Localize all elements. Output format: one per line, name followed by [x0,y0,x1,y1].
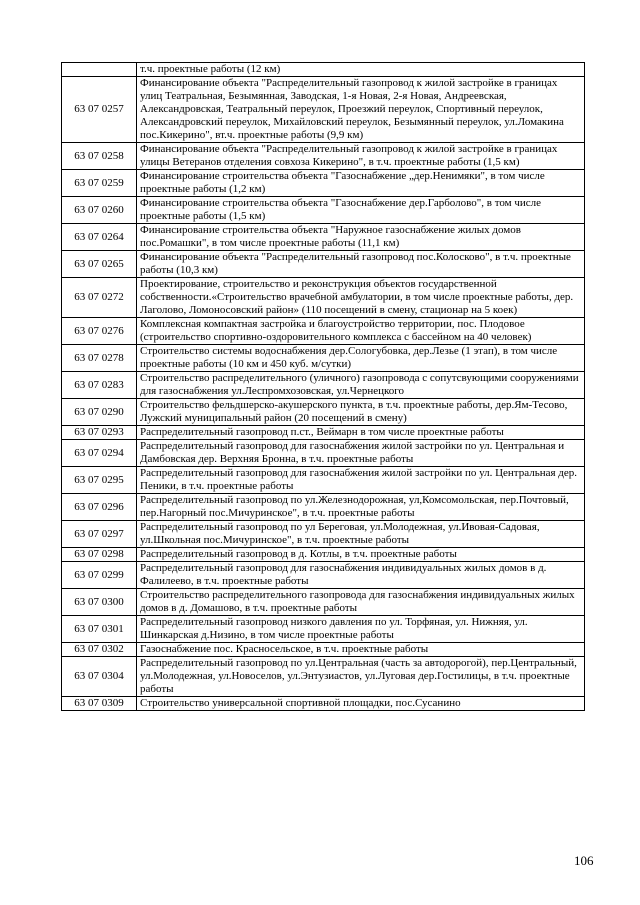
page-number: 106 [574,853,594,868]
row-description: Строительство распределительного (уличного) газопровода с сопутсвующими сооружениями для газоснабжения ул.Леспромхозовская, ул.Чернецкого [137,372,585,399]
table-row [62,197,585,224]
table-row [62,224,585,251]
row-code: 63 07 0296 [62,494,137,521]
row-code: 63 07 0290 [62,399,137,426]
row-code: 63 07 0258 [62,143,137,170]
row-description: Комплексная компактная застройка и благоустройство территории, пос. Плодовое (строительство спортивно-оздоровительного комплекса с бассейном на 40 человек) [137,318,585,345]
row-description: Строительство фельдшерско-акушерского пункта, в т.ч. проектные работы, дер.Ям-Тесово, Лужский муниципальный район (20 посещений в смену) [137,399,585,426]
row-code: 63 07 0304 [62,657,137,697]
table-row [62,143,585,170]
table-row [62,548,585,562]
row-description: Строительство системы водоснабжения дер.Сологубовка, дер.Лезье (1 этап), в том числе проектные работы (10 км и 450 куб. м/сутки) [137,345,585,372]
row-code [62,63,137,77]
table-row [62,372,585,399]
row-description: Распределительный газопровод для газоснабжения жилой застройки по ул. Центральная дер. Пеники, в т.ч. проектные работы [137,467,585,494]
row-code: 63 07 0302 [62,643,137,657]
row-code: 63 07 0259 [62,170,137,197]
table-row [62,345,585,372]
row-code: 63 07 0260 [62,197,137,224]
row-code: 63 07 0283 [62,372,137,399]
row-description: Распределительный газопровод для газоснабжения жилой застройки по ул. Центральная и Дамбовская дер. Верхняя Бронна, в т.ч. проектные работы [137,440,585,467]
row-code: 63 07 0301 [62,616,137,643]
table-row [62,440,585,467]
table-row [62,697,585,711]
row-code: 63 07 0300 [62,589,137,616]
row-description: Финансирование строительства объекта "Газоснабжение „дер.Ненимяки", в том числе проектные работы (1,2 км) [137,170,585,197]
row-code: 63 07 0297 [62,521,137,548]
table-row [62,494,585,521]
row-description: Распределительный газопровод низкого давления по ул. Торфяная, ул. Нижняя, ул. Шинкарская д.Низино, в том числе проектные работы [137,616,585,643]
row-code: 63 07 0265 [62,251,137,278]
row-description: Проектирование, строительство и реконструкция объектов государственной собственности.«Строительство врачебной амбулатории, в том числе проектные работы, дер. Лаголово, Ломоносовский район» (110 посещений в смену, стационар на 5 коек) [137,278,585,318]
row-description: Финансирование строительства объекта "Газоснабжение дер.Гарболово", в том числе проектные работы (1,5 км) [137,197,585,224]
row-code: 63 07 0295 [62,467,137,494]
row-description: Строительство распределительного газопровода для газоснабжения индивидуальных жилых домов в д. Домашово, в т.ч. проектные работы [137,589,585,616]
budget-table-body [62,63,585,711]
row-code: 63 07 0299 [62,562,137,589]
row-description: Строительство универсальной спортивной площадки, пос.Сусанино [137,697,585,711]
table-row [62,467,585,494]
table-row [62,399,585,426]
row-description: Распределительный газопровод п.ст., Веймарн в том числе проектные работы [137,426,585,440]
table-row [62,63,585,77]
row-description: Финансирование строительства объекта "Наружное газоснабжение жилых домов пос.Ромашки", в том числе проектные работы (11,1 км) [137,224,585,251]
row-description: Распределительный газопровод в д. Котлы, в т.ч. проектные работы [137,548,585,562]
table-row [62,643,585,657]
row-description: Распределительный газопровод по ул.Железнодорожная, ул,Комсомольская, пер.Почтовый, пер.Нагорный пос.Мичуринское", в т.ч. проектные работы [137,494,585,521]
table-row [62,521,585,548]
table-row [62,616,585,643]
table-row [62,251,585,278]
budget-table [61,62,585,711]
row-code: 63 07 0264 [62,224,137,251]
row-description: Распределительный газопровод для газоснабжения индивидуальных жилых домов в д. Фалилеево, в т.ч. проектные работы [137,562,585,589]
table-row [62,170,585,197]
row-description: Распределительный газопровод по ул Береговая, ул.Молодежная, ул.Ивовая-Садовая, ул.Школьная пос.Мичуринское", в т.ч. проектные работы [137,521,585,548]
row-code: 63 07 0298 [62,548,137,562]
row-description: Распределительный газопровод по ул.Центральная (часть за автодорогой), пер.Центральный, ул.Молодежная, ул.Новоселов, ул.Энтузиастов, ул.Луговая дер.Гостилицы, в т.ч. проектные работы [137,657,585,697]
row-description: Финансирование объекта "Распределительный газопровод к жилой застройке в границах улиц Театральная, Безымянная, Заводская, 1-я Новая, 2-я Новая, Андреевская, Александровская, Театральный переулок, Проезжий переулок, Спортивный переулок, Александровский переулок, Михайловский переулок, Безымянный переулок, ул.Ломакина пос.Кикерино", вт.ч. проектные работы (9,9 км) [137,77,585,143]
row-code: 63 07 0278 [62,345,137,372]
row-code: 63 07 0293 [62,426,137,440]
row-code: 63 07 0272 [62,278,137,318]
table-row [62,426,585,440]
row-code: 63 07 0294 [62,440,137,467]
row-code: 63 07 0276 [62,318,137,345]
row-description: т.ч. проектные работы (12 км) [137,63,585,77]
table-row [62,278,585,318]
row-code: 63 07 0309 [62,697,137,711]
row-description: Финансирование объекта "Распределительный газопровод к жилой застройке в границах улицы Ветеранов отделения совхоза Кикерино", в т.ч. проектные работы (1,5 км) [137,143,585,170]
table-row [62,77,585,143]
table-row [62,318,585,345]
row-description: Газоснабжение пос. Красносельское, в т.ч. проектные работы [137,643,585,657]
row-description: Финансирование объекта "Распределительный газопровод пос.Колосково", в т.ч. проектные работы (10,3 км) [137,251,585,278]
table-row [62,562,585,589]
table-row [62,657,585,697]
row-code: 63 07 0257 [62,77,137,143]
table-row [62,589,585,616]
